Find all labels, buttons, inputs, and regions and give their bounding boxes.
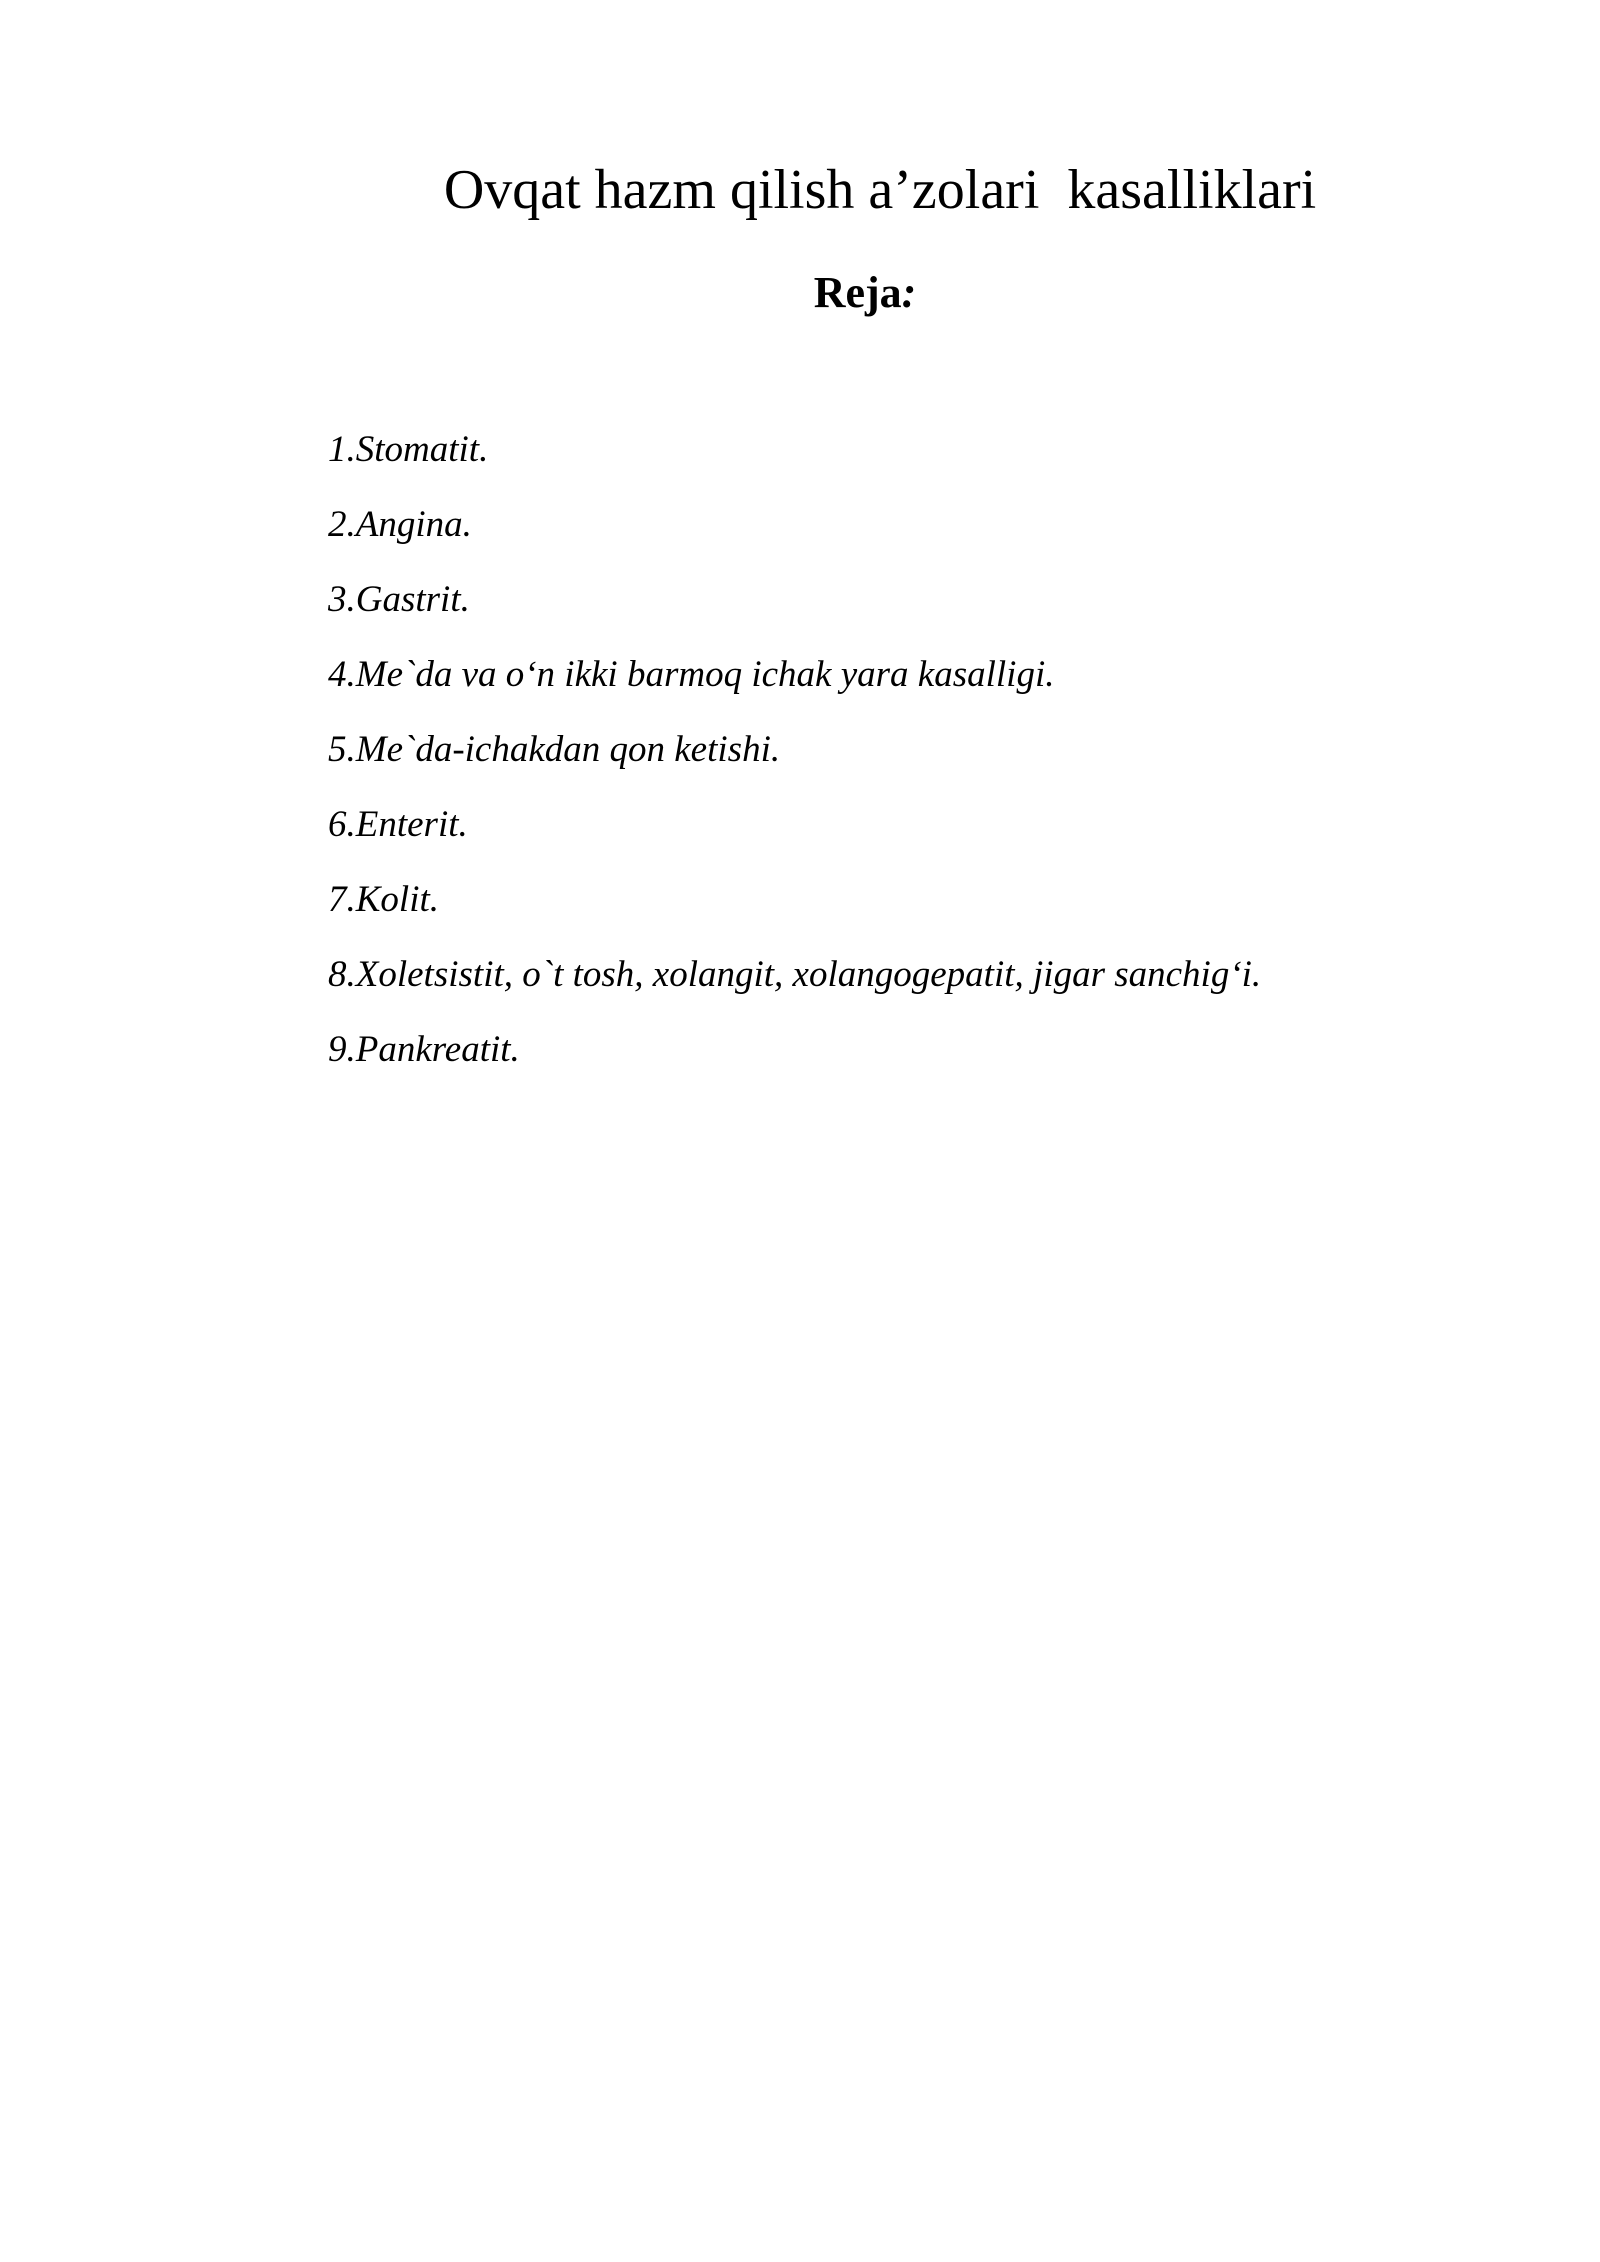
plan-heading-text: Reja [813,268,902,317]
plan-list [328,412,1261,1087]
plan-item: 7.Kolit. [328,879,440,920]
plan-item: 9.Pankreatit. [328,1029,520,1070]
plan-item: 2.Angina. [328,504,472,545]
plan-heading-colon: : [901,268,917,317]
plan-heading [0,265,1600,321]
plan-item: 4.Me`da va o‘n ikki barmoq ichak yara kasalligi. [328,654,1055,695]
plan-item: 5.Me`da-ichakdan qon ketishi. [328,729,781,770]
plan-item: 6.Enterit. [328,804,468,845]
plan-item: 3.Gastrit. [328,579,470,620]
plan-item: 1.Stomatit. [328,429,489,470]
page-title: Ovqat hazm qilish a’zolari kasalliklari [443,159,1317,221]
plan-item: 8.Xoletsistit, o`t tosh, xolangit, xolangogepatit, jigar sanchig‘i. [328,954,1262,995]
